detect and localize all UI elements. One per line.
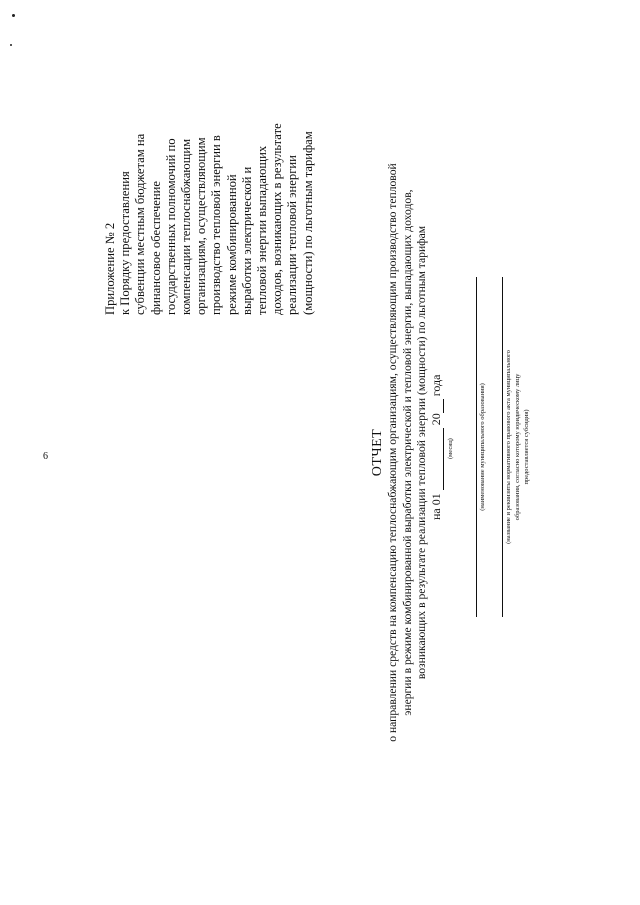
appendix-line: организациям, осуществляющим	[194, 137, 209, 315]
legal-act-caption-line: образования, согласно которому юридическому лицу	[514, 373, 521, 521]
appendix-block	[103, 123, 316, 315]
month-blank	[431, 428, 444, 490]
year-blank	[431, 399, 444, 413]
municipality-line	[476, 277, 477, 617]
report-line: энергии в режиме комбинированной выработки электрической и тепловой энергии, выпадающих доходов,	[400, 189, 414, 716]
appendix-line: реализации тепловой энергии	[285, 155, 300, 315]
date-prefix: на 01	[429, 493, 443, 520]
report-title: ОТЧЕТ	[370, 428, 385, 477]
report-date-line	[429, 375, 444, 520]
appendix-line: финансовое обеспечение	[148, 181, 163, 315]
appendix-line: (мощности) по льготным тарифам	[300, 131, 315, 315]
appendix-line: режиме комбинированной	[224, 174, 239, 315]
appendix-line: субвенции местным бюджетам на	[133, 133, 148, 315]
report-line: возникающих в результате реализации тепловой энергии (мощности) по льготным тарифам	[415, 225, 428, 680]
legal-act-caption	[504, 277, 531, 617]
appendix-line: компенсации теплоснабжающим	[179, 138, 194, 315]
appendix-line: тепловой энергии выпадающих	[255, 145, 270, 315]
municipality-caption: (наименование муниципального образования)	[479, 383, 486, 511]
report-description	[386, 0, 430, 905]
appendix-line: к Порядку предоставления	[118, 171, 133, 315]
legal-act-caption-line: (название и реквизиты нормативного правового акта муниципального	[505, 350, 512, 544]
legal-act-line	[502, 277, 503, 617]
page-number: 6	[43, 451, 48, 462]
appendix-line: выработки электрической и	[239, 166, 254, 315]
appendix-line: Приложение № 2	[103, 222, 117, 315]
date-suffix: года	[429, 374, 443, 397]
legal-act-caption-line: предоставляется субсидия)	[523, 409, 530, 485]
appendix-line: государственных полномочий по	[163, 138, 178, 315]
date-century: 20	[429, 413, 443, 426]
appendix-line: производство тепловой энергии в	[209, 135, 224, 315]
month-caption: (месяц)	[447, 438, 454, 459]
appendix-line: доходов, возникающих в результате	[270, 123, 285, 315]
report-line: о направлении средств на компенсацию теплоснабжающим организациям, осуществляющим производство тепловой	[386, 163, 399, 742]
